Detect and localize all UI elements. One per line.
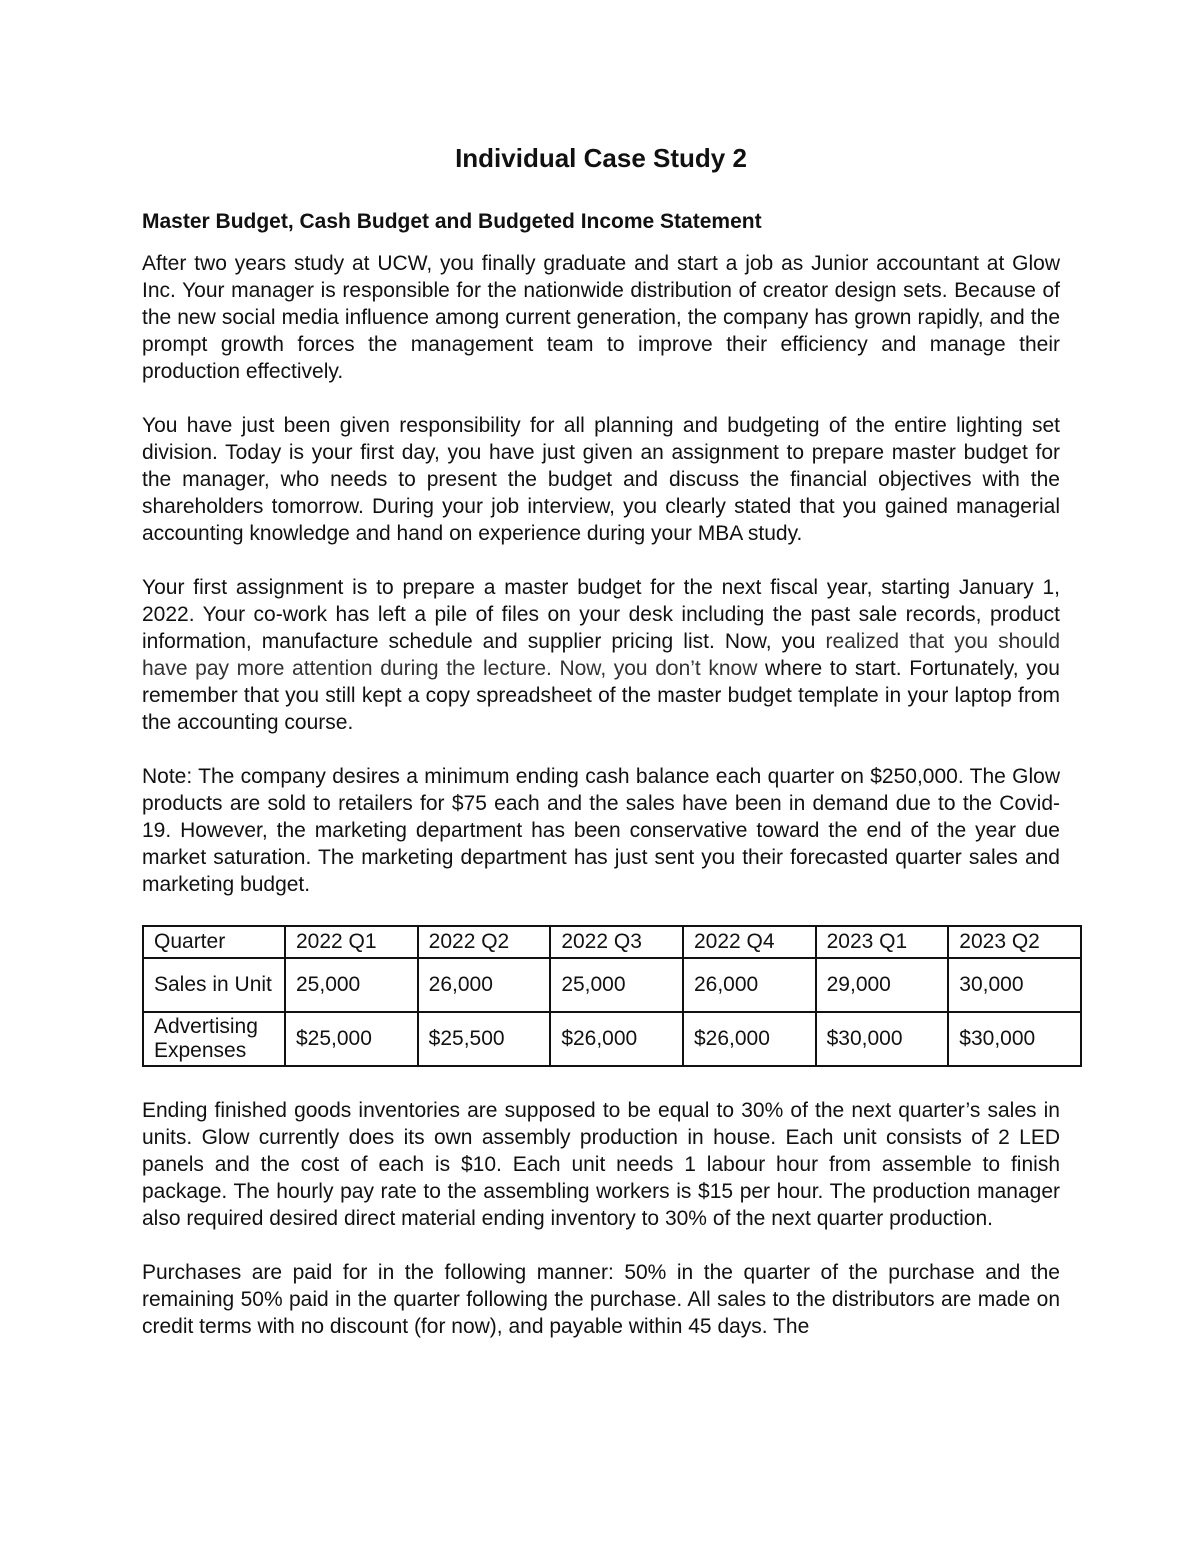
table-header-cell: 2022 Q1 — [285, 926, 418, 958]
paragraph-responsibility: You have just been given responsibility for all planning and budgeting of the entire lighting set division. Today is your first day, you have just given an assignment to prepare master budget for the manager, who needs to present the budget and discuss the financial objectives with the shareholders tomorrow. During your job interview, you clearly stated that you gained managerial accounting knowledge and hand on experience during your MBA study. — [142, 414, 1060, 545]
table-header-cell: 2023 Q2 — [948, 926, 1081, 958]
paragraph-note: Note: The company desires a minimum ending cash balance each quarter on $250,000. The Glow products are sold to retailers for $75 each and the sales have been in demand due to the Covid-19. However, the marketing department has been conservative toward the end of the year due market saturation. The marketing department has just sent you their forecasted quarter sales and marketing budget. — [142, 765, 1060, 896]
table-header-cell: 2022 Q2 — [418, 926, 551, 958]
table-header-cell: 2023 Q1 — [816, 926, 949, 958]
table-cell: $30,000 — [816, 1012, 949, 1066]
table-header-cell: Quarter — [143, 926, 285, 958]
table-header-row — [143, 926, 1081, 958]
table-cell: 29,000 — [816, 958, 949, 1012]
table-row-sales — [143, 958, 1081, 1012]
document-page — [142, 138, 1060, 1367]
paragraph-assignment-part-2: realized that you should have pay more attention during the lecture. Now, you don’t know — [142, 630, 1060, 680]
table-header-cell: 2022 Q4 — [683, 926, 816, 958]
page-title: Individual Case Study 2 — [455, 143, 747, 173]
table-cell: 26,000 — [683, 958, 816, 1012]
table-cell: $25,500 — [418, 1012, 551, 1066]
paragraph-assignment — [142, 574, 1060, 736]
table-cell: 30,000 — [948, 958, 1081, 1012]
table-cell: $26,000 — [550, 1012, 683, 1066]
paragraph-assignment-part-3: where to start. Fortunately, you remember that you still kept a copy spreadsheet of the master budget template in your laptop from the accounting course. — [142, 657, 1060, 734]
table-cell: 25,000 — [550, 958, 683, 1012]
table-cell: $30,000 — [948, 1012, 1081, 1066]
table-row-advertising — [143, 1012, 1081, 1066]
paragraph-purchases: Purchases are paid for in the following manner: 50% in the quarter of the purchase and the remaining 50% paid in the quarter following the purchase. All sales to the distributors are made on credit terms with no discount (for now), and payable within 45 days. The — [142, 1261, 1060, 1338]
sales-forecast-table — [142, 925, 1082, 1067]
table-cell: $25,000 — [285, 1012, 418, 1066]
table-header-cell: 2022 Q3 — [550, 926, 683, 958]
table-row-label: Sales in Unit — [143, 958, 285, 1012]
table-cell: 26,000 — [418, 958, 551, 1012]
paragraph-inventory: Ending finished goods inventories are supposed to be equal to 30% of the next quarter’s sales in units. Glow currently does its own assembly production in house. Each unit consists of 2 LED panels and the cost of each is $10. Each unit needs 1 labour hour from assemble to finish package. The hourly pay rate to the assembling workers is $15 per hour. The production manager also required desired direct material ending inventory to 30% of the next quarter production. — [142, 1099, 1060, 1230]
paragraph-assignment-part-1: Your first assignment is to prepare a master budget for the next fiscal year, starting January 1, 2022. Your co-work has left a pile of files on your desk including the past sale records, product information, manufacture schedule and supplier pricing list. Now, you — [142, 576, 1060, 653]
table-cell: 25,000 — [285, 958, 418, 1012]
table-row-label: Advertising Expenses — [143, 1012, 285, 1066]
section-subtitle: Master Budget, Cash Budget and Budgeted Income Statement — [142, 210, 762, 233]
paragraph-intro: After two years study at UCW, you finally graduate and start a job as Junior accountant at Glow Inc. Your manager is responsible for the nationwide distribution of creator design sets. Because of the new social media influence among current generation, the company has grown rapidly, and the prompt growth forces the management team to improve their efficiency and manage their production effectively. — [142, 252, 1060, 383]
table-cell: $26,000 — [683, 1012, 816, 1066]
